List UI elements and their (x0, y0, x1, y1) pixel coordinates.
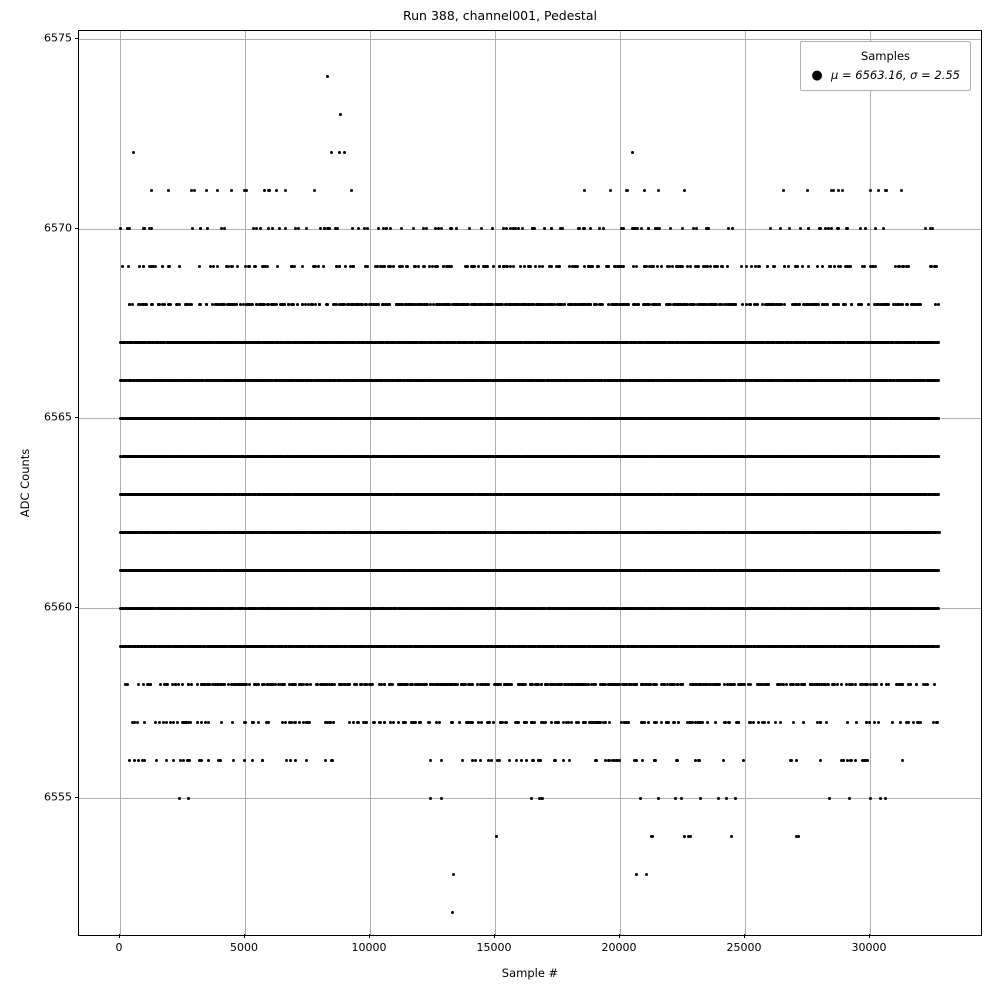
x-tick-label: 15000 (476, 941, 512, 954)
x-tick-mark (119, 934, 120, 938)
y-tick-mark (75, 228, 79, 229)
x-tick-mark (244, 934, 245, 938)
y-tick-label: 6555 (44, 790, 72, 804)
x-tick-label: 25000 (726, 941, 762, 954)
x-gridline (245, 31, 246, 935)
x-tick-label: 5000 (230, 941, 258, 954)
x-gridline (620, 31, 621, 935)
x-tick-mark (619, 934, 620, 938)
y-axis-label: ADC Counts (18, 448, 32, 518)
legend-title: Samples (860, 49, 911, 63)
y-tick-mark (75, 797, 79, 798)
legend-entry-samples (811, 67, 960, 84)
x-gridline (120, 31, 121, 935)
y-tick-label: 6570 (44, 221, 72, 235)
x-gridline (370, 31, 371, 935)
x-tick-label: 10000 (351, 941, 387, 954)
x-tick-mark (744, 934, 745, 938)
x-tick-label: 30000 (851, 941, 887, 954)
x-axis-label: Sample # (501, 966, 559, 980)
x-tick-mark (869, 934, 870, 938)
y-tick-mark (75, 607, 79, 608)
plot-area[interactable] (78, 30, 982, 936)
y-tick-label: 6560 (44, 600, 72, 614)
legend-stats-label: μ = 6563.16, σ = 2.55 (831, 67, 960, 82)
chart-title: Run 388, channel001, Pedestal (403, 8, 597, 23)
y-tick-mark (75, 38, 79, 39)
x-tick-mark (369, 934, 370, 938)
y-tick-mark (75, 417, 79, 418)
x-tick-label: 0 (115, 941, 123, 954)
x-gridline (495, 31, 496, 935)
legend-marker-dot-icon: ● (811, 67, 823, 83)
y-gridline (79, 39, 981, 40)
legend[interactable] (800, 41, 971, 91)
y-tick-label: 6565 (44, 410, 72, 424)
y-tick-label: 6575 (44, 31, 72, 45)
x-tick-mark (494, 934, 495, 938)
x-gridline (745, 31, 746, 935)
x-tick-label: 20000 (601, 941, 637, 954)
